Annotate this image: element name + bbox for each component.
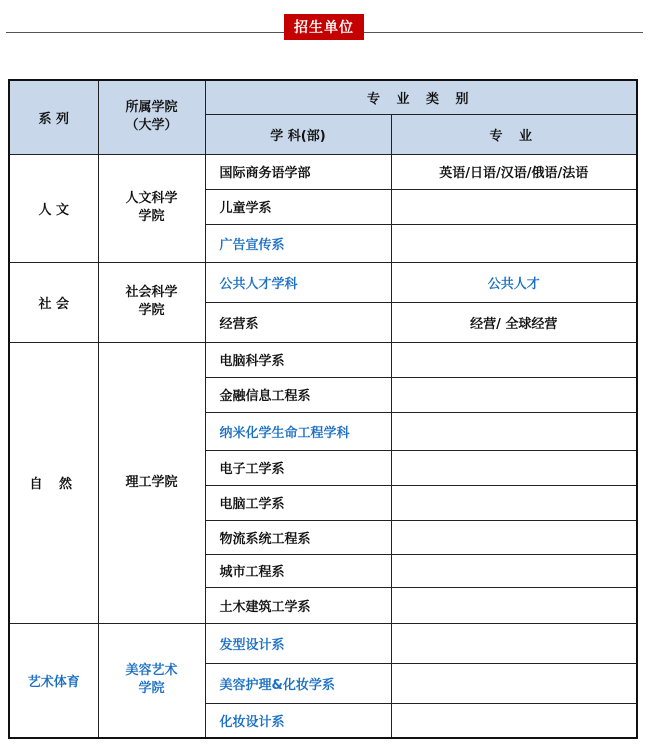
major-cell: 英语/日语/汉语/俄语/法语: [391, 154, 637, 189]
major-cell: [391, 703, 637, 738]
college-cell: 社会科学 学院: [98, 262, 205, 342]
department-cell: 物流系统工程系: [205, 520, 391, 554]
department-cell: 城市工程系: [205, 554, 391, 587]
header-department: 学 科(部): [205, 114, 391, 154]
table-row: [9, 623, 637, 663]
college-cell: 理工学院: [98, 342, 205, 623]
category-cell: 艺术体育: [9, 623, 98, 738]
department-cell: 广告宣传系: [205, 224, 391, 262]
major-cell: [391, 412, 637, 450]
department-cell: 电脑工学系: [205, 485, 391, 520]
header-college-sub: （大学）: [125, 118, 178, 134]
department-cell: 美容护理&化妆学系: [205, 663, 391, 703]
department-cell: 经营系: [205, 302, 391, 342]
department-cell: 土木建筑工学系: [205, 587, 391, 623]
header-major-type: 专 业 类 别: [205, 80, 637, 114]
department-cell: 纳米化学生命工程学科: [205, 412, 391, 450]
major-cell: 经营/ 全球经营: [391, 302, 637, 342]
major-cell: [391, 189, 637, 224]
college-cell: 人文科学 学院: [98, 154, 205, 262]
major-cell: [391, 224, 637, 262]
table-row: [9, 262, 637, 302]
department-cell: 电脑科学系: [205, 342, 391, 377]
department-cell: 发型设计系: [205, 623, 391, 663]
department-cell: 公共人才学科: [205, 262, 391, 302]
major-cell: 公共人才: [391, 262, 637, 302]
department-cell: 国际商务语学部: [205, 154, 391, 189]
department-cell: 金融信息工程系: [205, 377, 391, 412]
header-college-label: 所属学院: [125, 100, 178, 116]
department-cell: 化妆设计系: [205, 703, 391, 738]
major-cell: [391, 623, 637, 663]
major-cell: [391, 342, 637, 377]
major-cell: [391, 485, 637, 520]
department-cell: 儿童学系: [205, 189, 391, 224]
header-category: 系 列: [9, 80, 98, 154]
category-cell: 人 文: [9, 154, 98, 262]
admissions-table: [8, 79, 638, 739]
major-cell: [391, 663, 637, 703]
table-row: [9, 154, 637, 189]
major-cell: [391, 520, 637, 554]
department-cell: 电子工学系: [205, 450, 391, 485]
major-cell: [391, 587, 637, 623]
major-cell: [391, 554, 637, 587]
category-cell: 社 会: [9, 262, 98, 342]
category-cell: 自 然: [9, 342, 98, 623]
table-row: [9, 342, 637, 377]
section-title: 招生单位: [284, 14, 364, 40]
header-college: [98, 80, 205, 154]
major-cell: [391, 450, 637, 485]
major-cell: [391, 377, 637, 412]
header-major: 专 业: [391, 114, 637, 154]
college-cell: 美容艺术 学院: [98, 623, 205, 738]
